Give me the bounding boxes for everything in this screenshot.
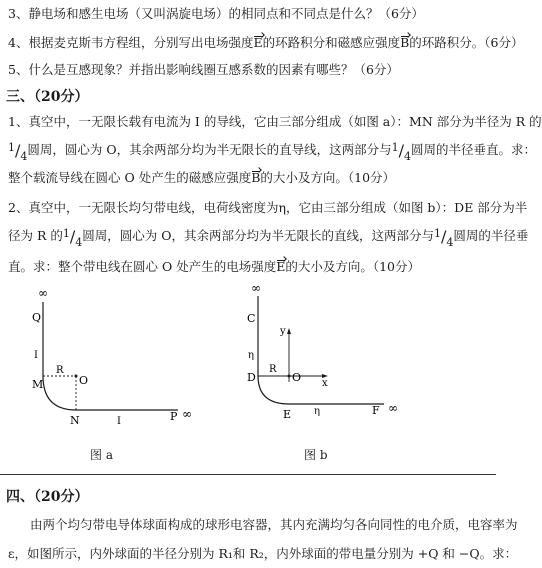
fig-a-infinity-top: ∞	[38, 286, 48, 300]
fraction-quarter: 1/4	[391, 141, 412, 163]
problem-1-line-1: 1、真空中，一无限长载有电流为 I 的导线，它由三部分组成（如图 a）：MN 部分为半径为 R 的	[8, 114, 542, 129]
figure-b	[236, 282, 416, 432]
fig-b-label-d: D	[247, 371, 256, 384]
section-4-heading: 四、（20分）	[6, 489, 89, 505]
fig-a-label-m: M	[32, 378, 44, 391]
fig-b-label-eta-left: η	[248, 350, 254, 361]
fig-b-label-c: C	[247, 312, 256, 325]
figure-a	[20, 286, 210, 436]
fig-a-infinity-right: ∞	[182, 407, 192, 421]
question-3: 3、静电场和感生电场（又叫涡旋电场）的相同点和不同点是什么？（6分）	[8, 6, 424, 21]
fig-b-label-y: y	[280, 326, 286, 337]
fig-b-label-o: O	[292, 371, 302, 384]
section-3-heading: 三、（20分）	[6, 89, 89, 105]
problem-4-line-1: 由两个均匀带电导体球面构成的球形电容器，其内充满均匀各向同性的电介质，电容率为	[30, 517, 518, 532]
fraction-quarter: 1/4	[433, 227, 454, 249]
problem-2-line-3: 直。求：整个带电线在圆心 O 处产生的电场强度E的大小及方向。（10分）	[8, 259, 420, 274]
problem-2-line-2: 径为 R 的1/4圆周，圆心为 O，其余两部分均为半无限长的直线，这两部分与1/4圆周的半径垂	[8, 227, 529, 249]
section-divider	[0, 474, 496, 475]
fig-a-label-n: N	[70, 414, 80, 427]
fig-b-label-eta-bottom: η	[314, 406, 320, 417]
problem-1-line-2: 1/4圆周，圆心为 O，其余两部分均为半无限长的直导线，这两部分与1/4圆周的半径垂直。求：	[8, 141, 537, 163]
question-4: 4、根据麦克斯韦方程组，分别写出电场强度E的环路积分和磁感应强度B的环路积分。（6分）	[8, 35, 524, 50]
fig-a-label-r: R	[56, 365, 64, 376]
vector-e: E	[276, 259, 286, 274]
fig-b-label-e: E	[283, 408, 292, 421]
fig-b-label-r: R	[269, 364, 277, 375]
vector-b: B	[400, 35, 410, 50]
fig-b-label-x: x	[322, 378, 328, 389]
fig-a-label-current-left: I	[34, 350, 38, 361]
problem-4-line-2: ε，如图所示，内外球面的半径分别为 R₁和 R₂，内外球面的带电量分别为 +Q 和 −Q。求：	[8, 546, 518, 561]
problem-1-line-3: 整个载流导线在圆心 O 处产生的磁感应强度B的大小及方向。（10分）	[8, 170, 396, 185]
fig-a-label-p: P	[170, 410, 178, 423]
fig-a-label-current-bottom: I	[117, 416, 121, 427]
fraction-quarter: 1/4	[62, 227, 83, 249]
question-5: 5、什么是互感现象？并指出影响线圈互感系数的因素有哪些？（6分）	[8, 62, 399, 77]
vector-b: B	[251, 170, 261, 185]
fig-a-label-o: O	[79, 374, 89, 387]
fig-b-infinity-right: ∞	[388, 401, 398, 415]
fig-b-label-f: F	[372, 404, 380, 417]
figure-a-caption: 图 a	[90, 448, 113, 462]
fig-b-infinity-top: ∞	[251, 281, 261, 295]
problem-2-line-1: 2、真空中，一无限长均匀带电线，电荷线密度为η，它由三部分组成（如图 b）：DE 部分为半	[8, 200, 528, 215]
figure-b-caption: 图 b	[304, 448, 328, 462]
fraction-quarter: 1/4	[8, 141, 28, 163]
vector-e: E	[253, 35, 263, 50]
fig-a-label-q: Q	[32, 311, 42, 324]
